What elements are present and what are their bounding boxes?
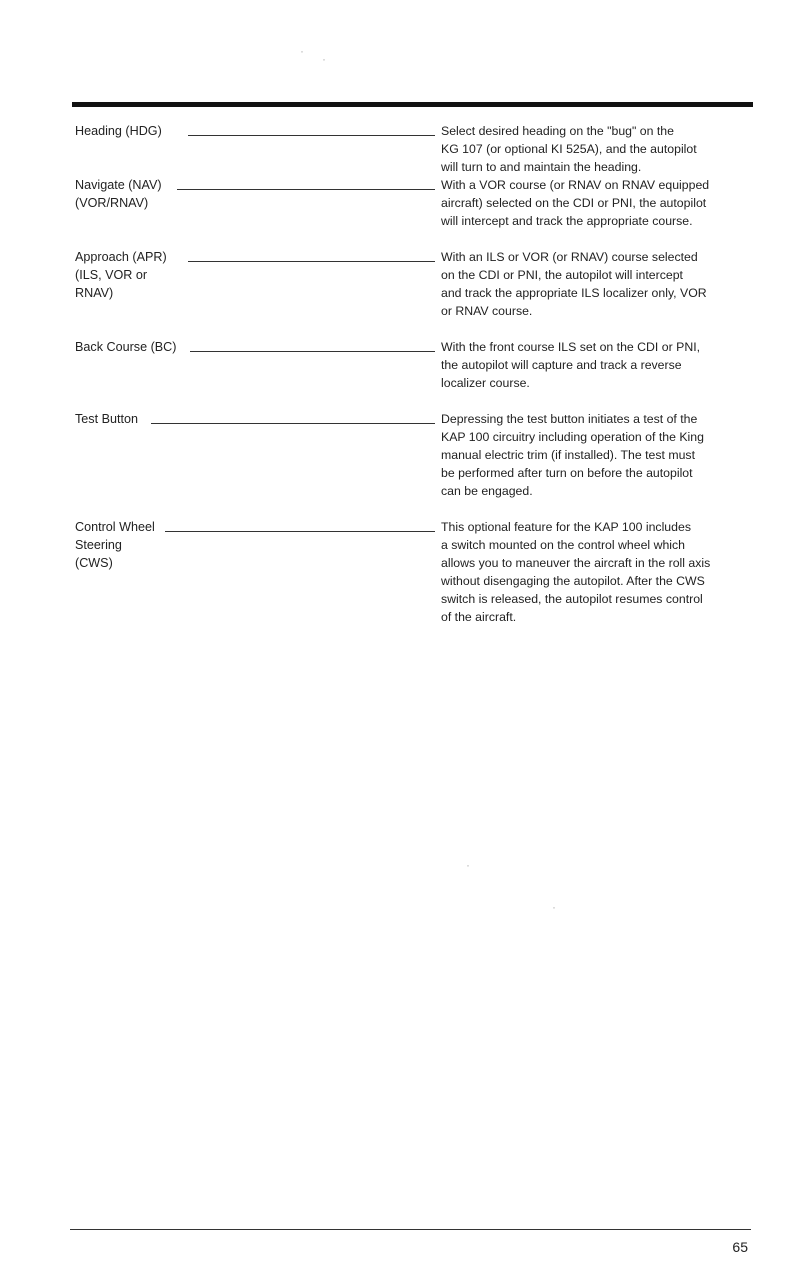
description-line: a switch mounted on the control wheel which xyxy=(441,538,686,552)
description-line: on the CDI or PNI, the autopilot will intercept xyxy=(441,268,683,282)
description-line: manual electric trim (if installed). The test must xyxy=(441,448,695,462)
term-line: Back Course (BC) xyxy=(75,340,177,354)
scan-speck: · xyxy=(300,44,304,58)
description-navigate xyxy=(441,176,756,230)
term-line: Navigate (NAV) xyxy=(75,178,162,192)
term-line: Test Button xyxy=(75,412,139,426)
term-back-course xyxy=(75,338,176,356)
term-line: Approach (APR) xyxy=(75,250,167,264)
term-line: (VOR/RNAV) xyxy=(75,196,149,210)
leader-line xyxy=(151,423,435,424)
description-line: localizer course. xyxy=(441,376,530,390)
term-line: (ILS, VOR or xyxy=(75,268,148,282)
description-line: will intercept and track the appropriate course. xyxy=(441,214,693,228)
description-line: aircraft) selected on the CDI or PNI, the autopilot xyxy=(441,196,707,210)
description-line: With the front course ILS set on the CDI or PNI, xyxy=(441,340,701,354)
page-number: 65 xyxy=(732,1239,748,1255)
description-line: without disengaging the autopilot. After the CWS xyxy=(441,574,705,588)
leader-line xyxy=(165,531,435,532)
term-test-button xyxy=(75,410,138,428)
description-line: With a VOR course (or RNAV on RNAV equipped xyxy=(441,178,710,192)
scan-speck: · xyxy=(552,900,556,914)
description-line: can be engaged. xyxy=(441,484,533,498)
description-line: the autopilot will capture and track a reverse xyxy=(441,358,682,372)
description-line: Select desired heading on the "bug" on the xyxy=(441,124,674,138)
term-approach xyxy=(75,248,167,302)
description-line: This optional feature for the KAP 100 includes xyxy=(441,520,691,534)
term-line: Heading (HDG) xyxy=(75,124,162,138)
term-line: RNAV) xyxy=(75,286,114,300)
bottom-rule xyxy=(70,1229,751,1230)
description-line: of the aircraft. xyxy=(441,610,517,624)
description-test-button xyxy=(441,410,756,500)
description-line: will turn to and maintain the heading. xyxy=(441,160,642,174)
leader-line xyxy=(188,135,435,136)
description-line: allows you to maneuver the aircraft in the roll axis xyxy=(441,556,711,570)
description-approach xyxy=(441,248,756,320)
leader-line xyxy=(177,189,435,190)
description-line: KG 107 (or optional KI 525A), and the autopilot xyxy=(441,142,697,156)
description-line: With an ILS or VOR (or RNAV) course selected xyxy=(441,250,698,264)
leader-line xyxy=(190,351,435,352)
term-line: (CWS) xyxy=(75,556,113,570)
scan-speck: · xyxy=(466,858,470,872)
term-navigate xyxy=(75,176,162,212)
term-heading xyxy=(75,122,162,140)
description-back-course xyxy=(441,338,756,392)
description-line: Depressing the test button initiates a test of the xyxy=(441,412,698,426)
description-heading xyxy=(441,122,756,176)
term-line: Steering xyxy=(75,538,122,552)
description-line: be performed after turn on before the autopilot xyxy=(441,466,693,480)
term-control-wheel-steering xyxy=(75,518,155,572)
description-line: switch is released, the autopilot resumes control xyxy=(441,592,703,606)
description-line: and track the appropriate ILS localizer only, VOR xyxy=(441,286,707,300)
scan-speck: · xyxy=(322,52,326,66)
description-line: or RNAV course. xyxy=(441,304,533,318)
description-control-wheel-steering xyxy=(441,518,756,626)
term-line: Control Wheel xyxy=(75,520,155,534)
leader-line xyxy=(188,261,435,262)
description-line: KAP 100 circuitry including operation of the King xyxy=(441,430,704,444)
top-rule xyxy=(72,102,753,107)
